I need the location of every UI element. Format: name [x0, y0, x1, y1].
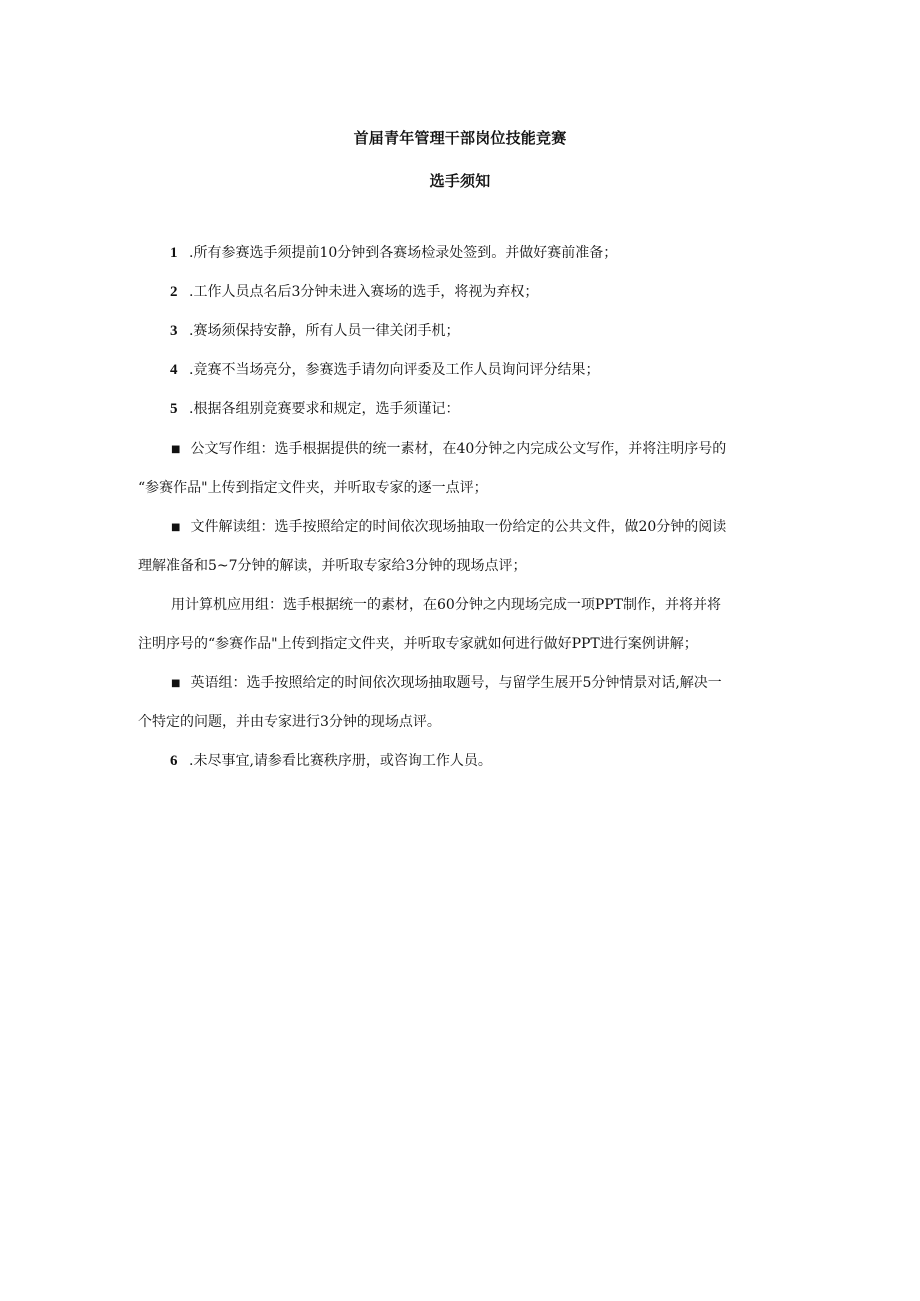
item-number: 4 [170, 362, 178, 378]
list-item-5 [170, 399, 459, 419]
list-item-3 [170, 321, 459, 341]
group-item-computer-cont: 注明序号的“参赛作品"上传到指定文件夹，并听取专家就如何进行做好PPT进行案例讲解； [138, 636, 698, 652]
group-item-english-cont: 个特定的问题，并由专家进行3分钟的现场点评。 [138, 714, 441, 730]
item-text: .工作人员点名后3分钟未进入赛场的选手，将视为弃权； [189, 284, 539, 300]
group-text-line1: 英语组：选手按照给定的时间依次现场抽取题号，与留学生展开5分钟情景对话,解决一 [190, 675, 722, 691]
group-item-english [171, 673, 722, 695]
item-number: 1 [170, 245, 178, 261]
square-bullet-icon: ■ [171, 678, 181, 689]
item-text: .所有参赛选手须提前10分钟到各赛场检录处签到。并做好赛前准备； [189, 245, 618, 261]
group-text-line1: 文件解读组：选手按照给定的时间依次现场抽取一份给定的公共文件，做20分钟的阅读 [190, 519, 727, 535]
square-bullet-icon: ■ [171, 522, 181, 533]
item-number: 6 [170, 753, 178, 769]
group-item-writing [171, 439, 726, 461]
document-subtitle: 选手须知 [429, 172, 491, 190]
group-item-reading [171, 517, 726, 539]
item-text: .未尽事宜,请参看比赛秩序册，或咨询工作人员。 [189, 753, 492, 769]
group-item-reading-cont: 理解准备和5~7分钟的解读，并听取专家给3分钟的现场点评； [138, 558, 527, 574]
square-bullet-icon: ■ [171, 444, 181, 455]
group-text-line1: 公文写作组：选手根据提供的统一素材，在40分钟之内完成公文写作，并将注明序号的 [190, 441, 727, 457]
group-item-computer: 用计算机应用组：选手根据统一的素材，在60分钟之内现场完成一项PPT制作，并将并将 [171, 597, 721, 613]
list-item-6 [170, 751, 492, 771]
list-item-4 [170, 360, 599, 380]
item-text: .竞赛不当场亮分，参赛选手请勿向评委及工作人员询问评分结果； [189, 362, 600, 378]
item-number: 2 [170, 284, 178, 300]
document-title: 首届青年管理干部岗位技能竞赛 [353, 129, 567, 147]
group-item-writing-cont: “参赛作品"上传到指定文件夹，并听取专家的逐一点评； [138, 480, 488, 496]
item-text: .根据各组别竞赛要求和规定，选手须谨记： [189, 401, 460, 417]
item-text: .赛场须保持安静，所有人员一律关闭手机； [189, 323, 460, 339]
list-item-2 [170, 282, 538, 302]
item-number: 3 [170, 323, 178, 339]
item-number: 5 [170, 401, 178, 417]
list-item-1 [170, 243, 617, 263]
